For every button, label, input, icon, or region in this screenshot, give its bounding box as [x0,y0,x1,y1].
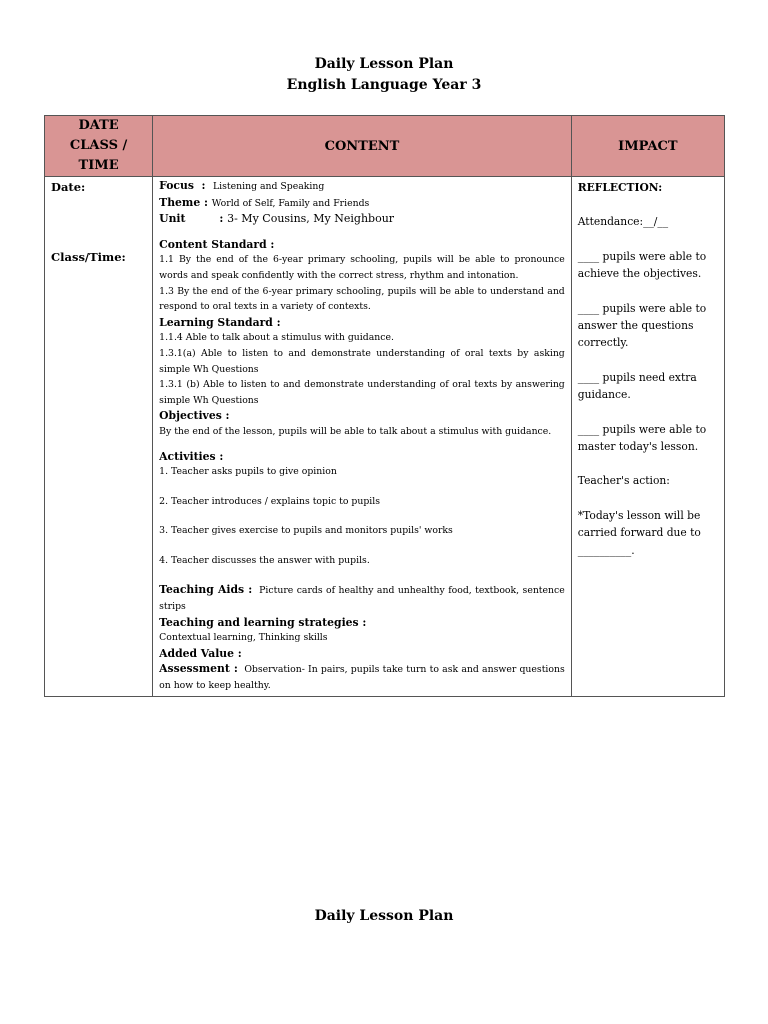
content-standard-1: 1.1 By the end of the 6-year primary schooling, pupils will be able to pronounce words and speak confidently with the correct stress, rhythm and intonation. [159,254,565,281]
header-date-class-time [45,116,153,177]
header-impact: IMPACT [571,116,724,177]
class-time-label: Class/Time: [51,250,126,264]
focus-value: Listening and Speaking [212,181,325,192]
table-body-row [45,177,725,697]
learning-standard-2: 1.3.1(a) Able to listen to and demonstrate understanding of oral texts by asking simple Wh Questions [159,347,565,375]
carried-forward-line: *Today's lesson will be carried forward due to __________. [577,508,701,557]
focus-row: Focus : Listening and Speaking [159,179,325,192]
assessment-label: Assessment : [159,662,238,676]
content-standard-2: 1.3 By the end of the 6-year primary schooling, pupils will be able to understand and respond to oral texts in a variety of contexts. [159,285,565,313]
next-page-title: Daily Lesson Plan [314,908,454,924]
date-label: Date: [51,180,86,194]
activity-item: 1. Teacher asks pupils to give opinion [159,466,337,478]
header-class-line: CLASS / [69,138,128,153]
document-title: Daily Lesson Plan [314,56,454,72]
document-subtitle: English Language Year 3 [286,77,482,93]
objectives-value: By the end of the lesson, pupils will be able to talk about a stimulus with guidance. [159,425,552,437]
activity-item: 2. Teacher introduces / explains topic to pupils [159,495,381,507]
added-value-label: Added Value : [159,646,242,660]
impact-questions-line: ____ pupils were able to answer the questions correctly. [577,301,707,350]
learning-standard-3: 1.3.1 (b) Able to listen to and demonstrate understanding of oral texts by answering simple Wh Questions [159,379,565,406]
teaching-aids-row [159,582,565,614]
learning-standard-label: Learning Standard : [159,315,281,329]
impact-cell [571,177,724,697]
activity-item: 4. Teacher discusses the answer with pupils. [159,554,370,566]
assessment-row [159,661,565,693]
theme-row: Theme : World of Self, Family and Friends [159,195,370,209]
objectives-label: Objectives : [159,409,230,423]
impact-objectives-line: ____ pupils were able to achieve the objectives. [577,249,707,281]
strategies-value: Contextual learning, Thinking skills [159,632,328,644]
learning-standard-1: 1.1.4 Able to talk about a stimulus with guidance. [159,332,394,344]
focus-label: Focus [159,179,194,192]
teaching-aids-value: Picture cards of healthy and unhealthy food, textbook, sentence strips [159,585,565,613]
unit-value: 3- My Cousins, My Neighbour [227,212,395,226]
strategies-label: Teaching and learning strategies : [159,615,367,629]
activities-label: Activities : [159,449,224,463]
assessment-value: Observation- In pairs, pupils take turn to ask and answer questions on how to keep healthy. [159,664,565,692]
activity-item: 3. Teacher gives exercise to pupils and monitors pupils' works [159,525,453,537]
header-content: CONTENT [153,116,572,177]
table-header-row [45,116,725,177]
unit-label: Unit [159,212,186,226]
content-cell [153,177,572,697]
teaching-aids-label: Teaching Aids : [159,583,253,597]
theme-value: World of Self, Family and Friends [211,197,370,209]
document-header [0,54,768,96]
header-date-line: DATE [78,118,119,133]
header-time-line: TIME [78,158,119,173]
date-class-cell [45,177,153,697]
impact-master-line: ____ pupils were able to master today's lesson. [577,422,707,454]
attendance-line: Attendance:__/__ [577,215,669,229]
lesson-plan-table [44,115,725,697]
unit-row: Unit : 3- My Cousins, My Neighbour [159,212,395,226]
theme-label: Theme [159,195,201,209]
teacher-action-label: Teacher's action: [577,474,670,488]
content-standard-label: Content Standard : [159,237,275,251]
reflection-label: REFLECTION: [577,181,663,194]
impact-guidance-line: ____ pupils need extra guidance. [577,370,697,402]
